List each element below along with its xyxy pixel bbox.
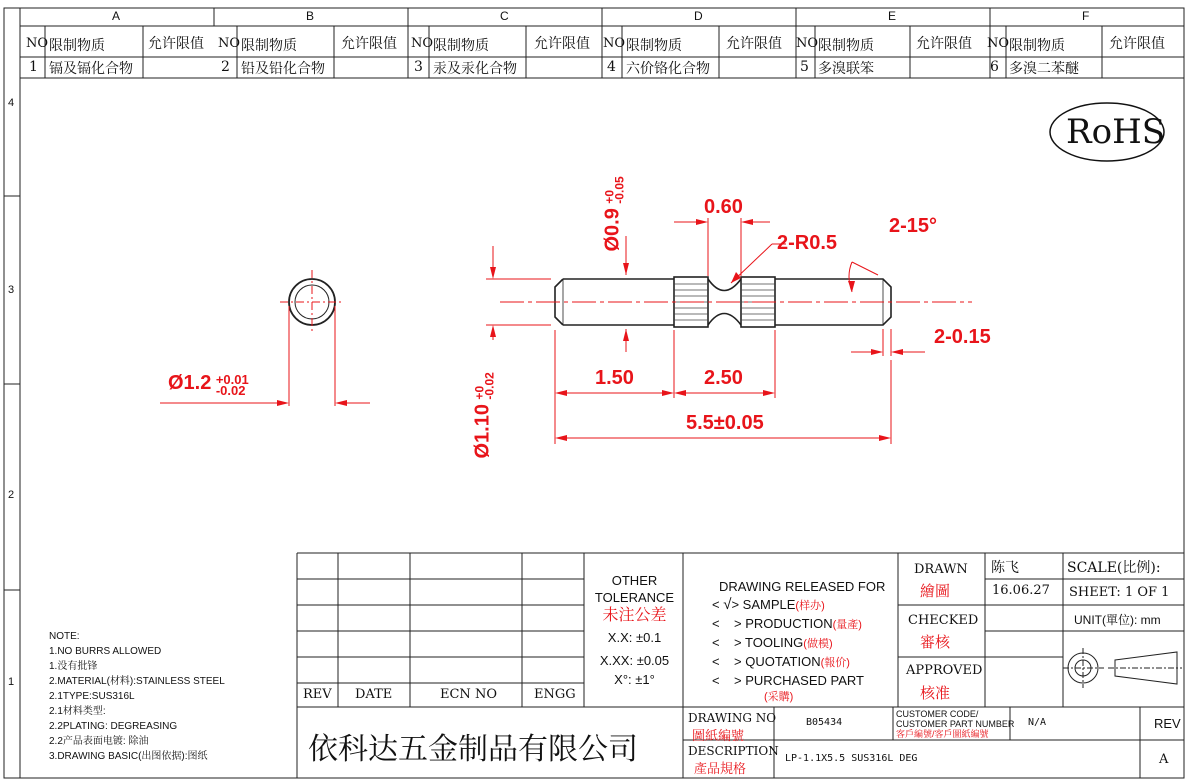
release-option-label: QUOTATION	[745, 654, 821, 669]
item-no: 4	[607, 59, 616, 75]
item-substance: 汞及汞化合物	[433, 61, 517, 77]
tolerance-title: OTHER	[611, 573, 658, 588]
dim-length-total: 5.5±0.05	[686, 412, 764, 434]
checked-label-cn: 審核	[920, 633, 951, 651]
dim-d12-main: Ø1.2	[168, 372, 212, 394]
column-label-a: A	[112, 9, 121, 23]
rev-header: REV	[303, 687, 332, 702]
item-no: 6	[990, 59, 999, 75]
dim-d09-main: Ø0.9	[601, 208, 624, 252]
tolerance-xxx: X.XX: ±0.05	[599, 653, 670, 668]
release-option-production[interactable]: < > PRODUCTION(量產)	[712, 616, 862, 631]
dim-chamfer: 2-0.15	[934, 326, 991, 348]
header-substance: 限制物质	[433, 38, 489, 54]
dim-length-1-50: 1.50	[595, 367, 634, 389]
header-no: NO	[411, 36, 434, 51]
release-option-cn: (做模)	[803, 638, 833, 650]
release-option-purchased[interactable]: < > PURCHASED PART	[712, 673, 864, 688]
dim-diameter-0-9	[595, 168, 627, 252]
description-label-cn: 產品規格	[694, 762, 747, 777]
release-option-quotation[interactable]: < > QUOTATION(報价)	[712, 654, 850, 669]
header-substance: 限制物质	[626, 38, 682, 54]
approved-label: APPROVED	[906, 663, 983, 678]
rohs-mark: RoHS	[1066, 112, 1166, 152]
column-label-b: B	[306, 9, 315, 23]
drawn-label: DRAWN	[914, 562, 968, 577]
unit-label: UNIT(單位): mm	[1074, 613, 1161, 627]
approved-label-cn: 核准	[920, 684, 951, 702]
scale-label: SCALE(比例):	[1067, 560, 1161, 576]
checkmark-icon: √	[723, 596, 732, 613]
header-no: NO	[987, 36, 1010, 51]
dim-d12-upper: +0.01	[215, 371, 249, 387]
dim-d12-lower: -0.02	[215, 382, 246, 398]
release-option-label: TOOLING	[745, 635, 804, 650]
column-label-f: F	[1082, 9, 1090, 23]
release-title: DRAWING RELEASED FOR	[719, 579, 886, 594]
release-options	[712, 596, 864, 704]
checked-label: CHECKED	[908, 613, 979, 628]
row-label-2: 2	[8, 489, 15, 501]
item-no: 2	[221, 59, 230, 75]
dimension-arrows	[490, 219, 903, 441]
header-no: NO	[218, 36, 241, 51]
header-substance: 限制物质	[241, 38, 297, 54]
item-no: 3	[414, 59, 423, 75]
description-value: LP-1.1X5.5 SUS316L DEG	[785, 753, 918, 764]
row-label-3: 3	[8, 284, 15, 296]
header-limit: 允许限值	[341, 36, 397, 52]
drawing-no-label-cn: 圖紙編號	[692, 729, 745, 744]
dim-d110-upper: +0	[472, 385, 487, 400]
dim-d110-main: Ø1.10	[471, 404, 494, 459]
tolerance-box	[586, 572, 683, 688]
item-substance: 六价铬化合物	[626, 61, 710, 77]
note-line: 2.MATERIAL(材料):STAINLESS STEEL	[49, 676, 225, 687]
dim-diameter-1-2	[168, 372, 249, 396]
item-no: 1	[29, 59, 38, 75]
rev-value: A	[1159, 752, 1169, 767]
header-limit: 允许限值	[726, 36, 782, 52]
release-option-tooling[interactable]: < > TOOLING(做模)	[712, 635, 833, 650]
projection-symbol	[1063, 648, 1182, 688]
release-option-label: PRODUCTION	[745, 616, 833, 631]
column-label-e: E	[888, 9, 897, 23]
header-substance: 限制物质	[49, 38, 105, 54]
dim-angle: 2-15°	[889, 215, 938, 237]
note-line: 1.没有批锋	[49, 661, 98, 672]
drawn-date: 16.06.27	[992, 583, 1050, 598]
note-line: 2.1材料类型:	[49, 706, 106, 717]
customer-label	[896, 709, 1014, 739]
note-line: 2.1TYPE:SUS316L	[49, 691, 135, 702]
release-option-cn: (样办)	[795, 600, 825, 612]
engg-header: ENGG	[534, 687, 576, 702]
notes-block	[49, 629, 225, 764]
header-no: NO	[796, 36, 819, 51]
release-option-sample[interactable]: < √> SAMPLE(样办)	[712, 596, 825, 613]
item-substance: 铅及铅化合物	[241, 61, 325, 77]
header-no: NO	[26, 36, 49, 51]
header-limit: 允许限值	[534, 36, 590, 52]
drawing-no-value: B05434	[806, 717, 843, 728]
tolerance-title-cn: 未注公差	[602, 607, 667, 624]
note-line: 2.2PLATING: DEGREASING	[49, 721, 178, 732]
column-label-d: D	[694, 9, 703, 23]
row-label-1: 1	[8, 676, 15, 688]
header-substance: 限制物质	[818, 38, 874, 54]
customer-label-cn: 客戶編號/客戶圖紙編號	[896, 729, 989, 739]
rev-label: REV	[1154, 716, 1181, 731]
note-line: 3.DRAWING BASIC(出图依据):图纸	[49, 751, 208, 762]
release-option-label: PURCHASED PART	[745, 673, 864, 688]
tolerance-xx: X.X: ±0.1	[607, 630, 662, 645]
tolerance-title-2: TOLERANCE	[594, 590, 675, 605]
item-substance: 镉及镉化合物	[49, 61, 133, 77]
column-label-c: C	[500, 9, 509, 23]
header-limit: 允许限值	[148, 36, 204, 52]
header-substance: 限制物质	[1009, 38, 1065, 54]
dim-length-2-50: 2.50	[704, 367, 743, 389]
dimension-lines	[482, 218, 925, 444]
release-option-label: SAMPLE	[742, 597, 796, 612]
release-option-cn: (報价)	[820, 657, 850, 669]
item-substance: 多溴联笨	[818, 61, 874, 77]
release-option-cn: (采購)	[764, 691, 794, 703]
dim-d09-upper: +0	[602, 190, 617, 204]
note-line: 1.NO BURRS ALLOWED	[49, 646, 162, 657]
customer-label-line: CUSTOMER PART NUMBER	[896, 719, 1015, 729]
drawn-label-cn: 繪圖	[920, 582, 951, 600]
note-line: NOTE:	[49, 631, 80, 642]
release-option-cn: (量產)	[832, 619, 862, 631]
dim-length-0-60: 0.60	[704, 196, 743, 218]
ecn-header: ECN NO	[440, 687, 497, 702]
drawing-no-label: DRAWING NO	[688, 711, 777, 725]
drawn-by: 陈飞	[991, 560, 1019, 576]
company-name: 依科达五金制品有限公司	[308, 732, 638, 767]
tolerance-angle: X°: ±1°	[614, 672, 655, 687]
dim-d110-lower: -0.02	[482, 372, 497, 400]
date-header: DATE	[355, 687, 393, 702]
header-limit: 允许限值	[916, 36, 972, 52]
dim-diameter-1-10	[464, 368, 498, 459]
header-no: NO	[603, 36, 626, 51]
dim-d09-lower: -0.05	[612, 176, 627, 204]
customer-label-line: CUSTOMER CODE/	[896, 709, 979, 719]
dim-radius: 2-R0.5	[777, 232, 838, 254]
sheet-label: SHEET: 1 OF 1	[1069, 585, 1170, 600]
row-label-4: 4	[8, 97, 15, 109]
customer-value: N/A	[1028, 717, 1047, 728]
header-limit: 允许限值	[1109, 36, 1165, 52]
item-no: 5	[800, 59, 809, 75]
note-line: 2.2产品表面电镀: 除油	[49, 736, 149, 747]
item-substance: 多溴二苯醚	[1009, 61, 1079, 77]
description-label: DESCRIPTION	[688, 744, 779, 758]
